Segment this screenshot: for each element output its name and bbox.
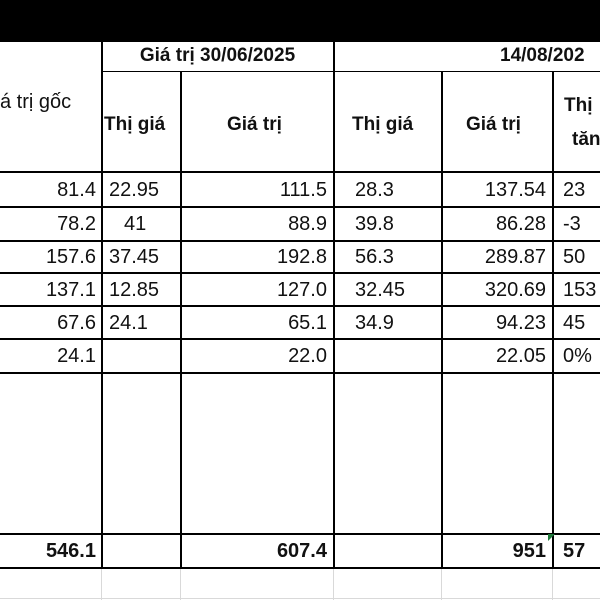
cell-value2[interactable]: 22.05 <box>495 345 546 367</box>
row-border <box>0 272 600 274</box>
cell-original[interactable]: 78.2 <box>57 213 96 235</box>
cell-last[interactable]: 23 <box>563 179 586 201</box>
cell-value1[interactable]: 127.0 <box>276 279 327 301</box>
cell-last[interactable]: 50 <box>563 246 586 268</box>
cell-value1[interactable]: 111.5 <box>279 179 327 201</box>
cell-price1[interactable]: 22.95 <box>109 179 160 201</box>
header-last-line1[interactable]: Thị <box>564 95 593 116</box>
cell-value2[interactable]: 94.23 <box>495 312 546 334</box>
border-total-top <box>0 533 600 535</box>
border-top <box>0 40 600 42</box>
cell-original[interactable]: 81.4 <box>57 179 96 201</box>
cell-price1[interactable]: 41 <box>124 213 147 235</box>
cell-price1[interactable]: 12.85 <box>109 279 160 301</box>
gridline <box>180 569 181 600</box>
cell-last[interactable]: 45 <box>563 312 586 334</box>
cell-original[interactable]: 24.1 <box>57 345 96 367</box>
cell-value1[interactable]: 88.9 <box>288 213 327 235</box>
cell-value1[interactable]: 192.8 <box>276 246 327 268</box>
gridline <box>441 569 442 600</box>
cell-price2[interactable]: 34.9 <box>355 312 394 334</box>
cell-value2[interactable]: 86.28 <box>495 213 546 235</box>
cell-price2[interactable]: 32.45 <box>355 279 406 301</box>
cell-last[interactable]: 0% <box>563 345 592 367</box>
gridline <box>333 569 334 600</box>
error-indicator-icon <box>548 534 555 541</box>
border-header-bottom <box>0 171 600 173</box>
total-value2[interactable]: 951 <box>512 540 546 562</box>
cell-last[interactable]: 153 <box>563 279 597 301</box>
cell-value1[interactable]: 65.1 <box>288 312 327 334</box>
gridline <box>0 598 600 599</box>
header-value-1[interactable]: Giá trị <box>227 114 282 135</box>
gridline <box>101 569 102 600</box>
row-border <box>0 206 600 208</box>
border-total-bottom <box>0 567 600 569</box>
cell-value1[interactable]: 22.0 <box>288 345 327 367</box>
border-group-header <box>102 71 600 72</box>
top-dark-bar <box>0 0 600 40</box>
cell-value2[interactable]: 320.69 <box>484 279 546 301</box>
header-last-line2[interactable]: tăn <box>572 129 600 150</box>
cell-original[interactable]: 157.6 <box>45 246 96 268</box>
header-market-price-1[interactable]: Thị giá <box>104 114 166 135</box>
header-original-value[interactable]: á trị gốc <box>0 91 72 113</box>
group-header-30-06-2025[interactable]: Giá trị 30/06/2025 <box>139 45 296 66</box>
col-border <box>333 40 335 567</box>
group-header-14-08[interactable]: 14/08/202 <box>500 45 585 66</box>
row-border <box>0 338 600 340</box>
row-border <box>0 305 600 307</box>
row-border <box>0 372 600 374</box>
header-value-2[interactable]: Giá trị <box>466 114 521 135</box>
cell-original[interactable]: 137.1 <box>45 279 96 301</box>
total-value1[interactable]: 607.4 <box>276 540 327 562</box>
cell-price2[interactable]: 56.3 <box>355 246 394 268</box>
cell-price1[interactable]: 37.45 <box>109 246 160 268</box>
cell-value2[interactable]: 137.54 <box>484 179 546 201</box>
cell-original[interactable]: 67.6 <box>57 312 96 334</box>
row-border <box>0 240 600 242</box>
cell-price2[interactable]: 39.8 <box>355 213 394 235</box>
col-border <box>101 40 103 567</box>
col-border <box>552 72 554 567</box>
cell-price1[interactable]: 24.1 <box>109 312 148 334</box>
gridline <box>552 569 553 600</box>
total-last[interactable]: 57 <box>563 540 586 562</box>
cell-last[interactable]: -3 <box>563 213 581 235</box>
header-market-price-2[interactable]: Thị giá <box>352 114 414 135</box>
cell-value2[interactable]: 289.87 <box>484 246 546 268</box>
cell-price2[interactable]: 28.3 <box>355 179 394 201</box>
total-original[interactable]: 546.1 <box>45 540 96 562</box>
